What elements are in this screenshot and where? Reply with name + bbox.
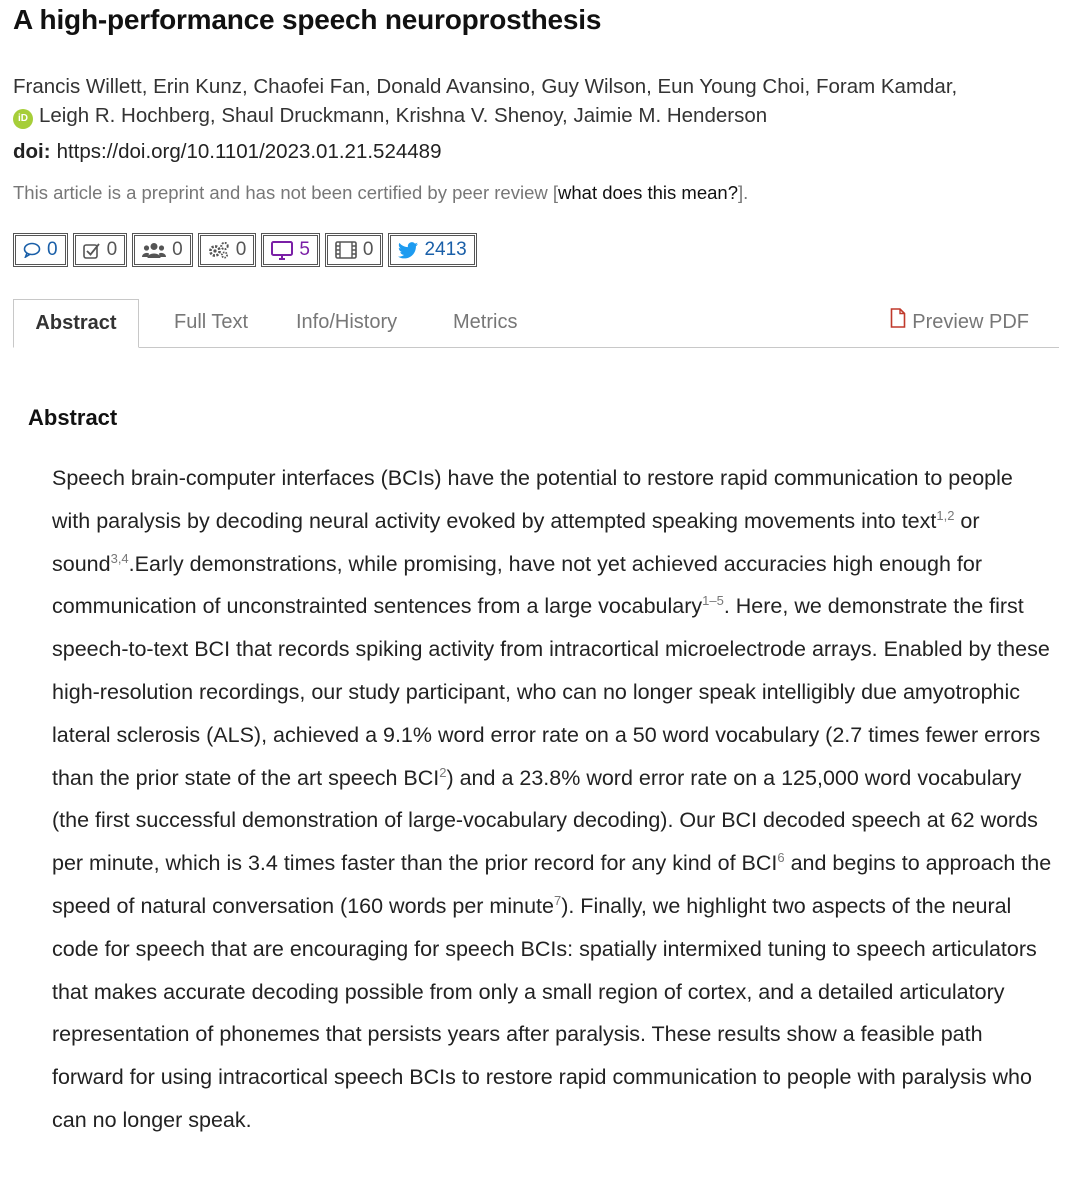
twitter-icon [398,242,418,259]
preprint-notice-end: ]. [737,182,749,203]
abstract-segment: Speech brain-computer interfaces (BCIs) have the potential to restore rapid communication to people with paralysis by decoding neural activity evoked by attempted speaking movements into text [52,466,1013,533]
authors-line-2[interactable]: Leigh R. Hochberg, Shaul Druckmann, Krishna V. Shenoy, Jaimie M. Henderson [39,104,768,127]
comments-count: 0 [47,239,58,260]
citation-ref[interactable]: 3,4 [110,550,129,566]
community-count: 0 [172,239,183,260]
comments-metric-button[interactable] [13,233,68,267]
abstract-segment: ) and a 23.8% word error rate on a 125,000 word vocabulary (the first successful demonstration of large-vocabulary decoding). Our BCI decoded speech at 62 words per minute, which is 3.4 times faster than the prior record for any kind of BCI [52,765,1038,876]
pdf-file-icon [890,299,906,346]
doi-label: doi: [13,140,51,163]
tab-abstract[interactable]: Abstract [13,299,139,348]
tab-info-history[interactable]: Info/History [296,311,398,333]
preview-pdf-tab[interactable] [890,299,1029,346]
community-metric-button[interactable] [132,233,193,267]
citation-ref[interactable]: 7 [553,892,562,908]
citation-ref[interactable]: 2 [439,764,447,780]
preprint-notice [13,182,748,204]
media-count: 5 [299,239,310,260]
authors-line-1[interactable]: Francis Willett, Erin Kunz, Chaofei Fan, Donald Avansino, Guy Wilson, Eun Young Choi, Foram Kamdar, [13,75,958,98]
reviews-count: 0 [106,239,118,260]
metrics-bar [13,233,477,267]
authors-line-2-wrapper [13,101,1053,130]
reviews-metric-button[interactable] [73,233,128,267]
author-list [13,72,1053,130]
abstract-heading: Abstract [28,405,118,430]
abstract-segment: and begins to approach the speed of natural conversation (160 words per minute [52,851,1052,918]
film-icon [335,241,357,259]
preprint-notice-text: This article is a preprint and has not been certified by peer review [ [13,182,559,203]
page-title: A high-performance speech neuroprosthesis [13,4,602,35]
citation-ref[interactable]: 6 [777,850,785,866]
orcid-icon[interactable]: iD [13,109,33,129]
video-count: 0 [362,239,374,260]
video-metric-button[interactable] [325,233,384,267]
tab-full-text[interactable]: Full Text [174,311,249,333]
abstract-text [52,457,1052,1142]
checkbox-icon [83,242,101,259]
abstract-segment: ). Finally, we highlight two aspects of the neural code for speech that are encouraging for speech BCIs: spatially intermixed tuning to speech articulators that makes accurate decoding possible from only a small region of cortex, and a detailed articulatory representation of phonemes that persists years after paralysis. These results show a feasible path forward for using intracortical speech BCIs to restore rapid communication to people with paralysis who can no longer speak. [52,893,1037,1132]
gears-icon [208,241,230,259]
citation-ref[interactable]: 1,2 [936,507,955,523]
abstract-segment: . Here, we demonstrate the first speech-to-text BCI that records spiking activity from intracortical microelectrode arrays. Enabled by these high-resolution recordings, our study participant, who can no longer speak intelligibly due amyotrophic lateral sclerosis (ALS), achieved a 9.1% word error rate on a 50 word vocabulary (2.7 times fewer errors than the prior state of the art speech BCI [52,594,1050,790]
doi-link[interactable]: https://doi.org/10.1101/2023.01.21.524489 [56,140,442,163]
abstract-segment: .Early demonstrations, while promising, have not yet achieved accuracies high enough for communication of unconstrainted sentences from a large vocabulary [52,551,982,619]
media-metric-button[interactable] [261,233,320,267]
article-tabs [13,299,1059,348]
automated-tools-metric-button[interactable] [198,233,257,267]
citation-ref[interactable]: 1–5 [702,593,724,609]
tweet-count: 2413 [424,239,467,260]
monitor-icon [271,241,293,260]
twitter-metric-button[interactable] [388,233,476,267]
users-icon [142,242,166,259]
comment-icon [23,242,41,258]
automated-tools-count: 0 [235,239,247,260]
what-does-this-mean-link[interactable]: what does this mean? [558,182,738,203]
preview-pdf-label: Preview PDF [912,311,1029,333]
abstract-segment: or sound [52,508,980,576]
doi-row [13,140,441,164]
tab-metrics[interactable]: Metrics [453,311,518,333]
